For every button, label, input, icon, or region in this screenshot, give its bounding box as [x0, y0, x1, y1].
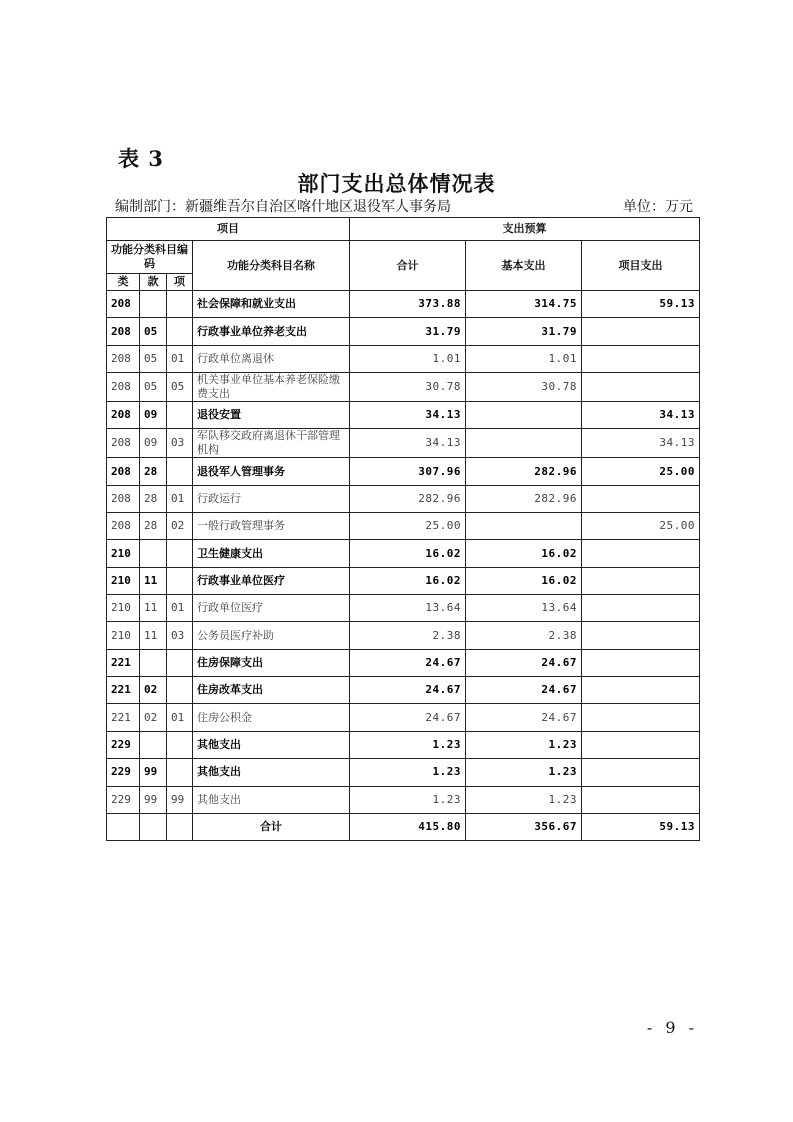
- xiang-header: 项: [167, 274, 193, 291]
- project-cell: 25.00: [582, 458, 700, 485]
- subject-name-cell: 一般行政管理事务: [193, 513, 350, 540]
- total-cell: 1.23: [350, 759, 466, 786]
- lei-cell: 208: [107, 429, 140, 458]
- table-row: [107, 540, 700, 567]
- kuan-cell: 28: [140, 485, 167, 512]
- subject-name-cell: 住房保障支出: [193, 649, 350, 676]
- kuan-cell: 05: [140, 373, 167, 402]
- project-cell: [582, 345, 700, 372]
- total-header: 合计: [350, 241, 466, 291]
- xiang-cell: [167, 677, 193, 704]
- lei-cell: 210: [107, 595, 140, 622]
- table-row: [107, 318, 700, 345]
- kuan-cell: 11: [140, 595, 167, 622]
- basic-cell: [466, 402, 582, 429]
- table-row: [107, 595, 700, 622]
- project-cell: 59.13: [582, 291, 700, 318]
- total-cell: 13.64: [350, 595, 466, 622]
- kuan-cell: 99: [140, 786, 167, 813]
- table-body: [107, 291, 700, 841]
- xiang-cell: 01: [167, 595, 193, 622]
- basic-cell: 13.64: [466, 595, 582, 622]
- document-title: 部门支出总体情况表: [297, 171, 496, 196]
- total-row-label: 合计: [193, 813, 350, 840]
- xiang-cell: 03: [167, 429, 193, 458]
- xiang-cell: [167, 649, 193, 676]
- lei-cell: 208: [107, 318, 140, 345]
- basic-cell: 24.67: [466, 649, 582, 676]
- empty-cell: [167, 813, 193, 840]
- table-row: [107, 704, 700, 731]
- basic-cell: 1.23: [466, 786, 582, 813]
- project-cell: [582, 373, 700, 402]
- project-cell: [582, 677, 700, 704]
- lei-cell: 221: [107, 649, 140, 676]
- kuan-cell: [140, 291, 167, 318]
- total-cell: 2.38: [350, 622, 466, 649]
- basic-cell: [466, 513, 582, 540]
- total-cell: 373.88: [350, 291, 466, 318]
- empty-cell: [107, 813, 140, 840]
- kuan-cell: 02: [140, 677, 167, 704]
- project-cell: 34.13: [582, 429, 700, 458]
- basic-cell: 24.67: [466, 704, 582, 731]
- kuan-cell: 11: [140, 622, 167, 649]
- kuan-cell: 05: [140, 318, 167, 345]
- lei-cell: 208: [107, 402, 140, 429]
- subject-name-cell: 其他支出: [193, 786, 350, 813]
- kuan-cell: 09: [140, 429, 167, 458]
- lei-cell: 208: [107, 373, 140, 402]
- table-row: [107, 429, 700, 458]
- basic-cell: 282.96: [466, 458, 582, 485]
- table-number-label: 表 3: [118, 146, 164, 171]
- total-cell: 307.96: [350, 458, 466, 485]
- project-cell: [582, 540, 700, 567]
- project-cell: [582, 622, 700, 649]
- xiang-cell: [167, 759, 193, 786]
- subject-name-cell: 住房公积金: [193, 704, 350, 731]
- xiang-cell: 99: [167, 786, 193, 813]
- lei-cell: 210: [107, 567, 140, 594]
- total-cell: 31.79: [350, 318, 466, 345]
- basic-cell: 1.01: [466, 345, 582, 372]
- total-cell: 34.13: [350, 402, 466, 429]
- basic-cell: 16.02: [466, 540, 582, 567]
- total-cell: 24.67: [350, 704, 466, 731]
- subject-name-cell: 卫生健康支出: [193, 540, 350, 567]
- total-cell: 34.13: [350, 429, 466, 458]
- xiang-cell: 01: [167, 345, 193, 372]
- kuan-cell: 28: [140, 458, 167, 485]
- kuan-cell: 05: [140, 345, 167, 372]
- kuan-cell: 28: [140, 513, 167, 540]
- total-cell: 16.02: [350, 540, 466, 567]
- project-cell: 34.13: [582, 402, 700, 429]
- org-unit-line: [115, 196, 693, 216]
- subject-name-cell: 退役军人管理事务: [193, 458, 350, 485]
- xiang-cell: 01: [167, 704, 193, 731]
- lei-cell: 208: [107, 291, 140, 318]
- xiang-cell: [167, 567, 193, 594]
- table-row: [107, 567, 700, 594]
- total-cell: 24.67: [350, 677, 466, 704]
- lei-cell: 208: [107, 458, 140, 485]
- basic-cell: 31.79: [466, 318, 582, 345]
- xiang-cell: [167, 458, 193, 485]
- xiang-cell: 05: [167, 373, 193, 402]
- basic-cell: 2.38: [466, 622, 582, 649]
- xiang-cell: [167, 731, 193, 758]
- table-row: [107, 402, 700, 429]
- xiang-cell: 01: [167, 485, 193, 512]
- table-row: [107, 485, 700, 512]
- table-row: [107, 622, 700, 649]
- project-cell: [582, 318, 700, 345]
- subject-name-cell: 其他支出: [193, 731, 350, 758]
- lei-cell: 208: [107, 345, 140, 372]
- project-cell: [582, 759, 700, 786]
- kuan-cell: 99: [140, 759, 167, 786]
- subject-name-cell: 机关事业单位基本养老保险缴费支出: [193, 373, 350, 402]
- subject-name-cell: 住房改革支出: [193, 677, 350, 704]
- page-number: - 9 -: [646, 1018, 698, 1037]
- lei-cell: 208: [107, 513, 140, 540]
- project-cell: [582, 485, 700, 512]
- lei-cell: 229: [107, 786, 140, 813]
- lei-cell: 229: [107, 759, 140, 786]
- project-cell: [582, 786, 700, 813]
- empty-cell: [140, 813, 167, 840]
- total-cell: 282.96: [350, 485, 466, 512]
- lei-cell: 221: [107, 704, 140, 731]
- project-cell: [582, 649, 700, 676]
- kuan-cell: 02: [140, 704, 167, 731]
- function-name-header: 功能分类科目名称: [193, 241, 350, 291]
- xiang-cell: [167, 318, 193, 345]
- function-code-header: 功能分类科目编码: [107, 241, 193, 274]
- lei-cell: 229: [107, 731, 140, 758]
- basic-expenditure-header: 基本支出: [466, 241, 582, 291]
- table-row: [107, 649, 700, 676]
- basic-cell: 282.96: [466, 485, 582, 512]
- budget-header: 支出预算: [350, 218, 700, 241]
- table-row: [107, 345, 700, 372]
- xiang-cell: [167, 291, 193, 318]
- table-row: [107, 786, 700, 813]
- basic-cell: 16.02: [466, 567, 582, 594]
- subject-name-cell: 行政事业单位养老支出: [193, 318, 350, 345]
- total-cell: 24.67: [350, 649, 466, 676]
- subject-name-cell: 公务员医疗补助: [193, 622, 350, 649]
- xiang-cell: 03: [167, 622, 193, 649]
- kuan-cell: 09: [140, 402, 167, 429]
- project-expenditure-header: 项目支出: [582, 241, 700, 291]
- project-cell: [582, 704, 700, 731]
- table-row: [107, 291, 700, 318]
- project-cell: [582, 731, 700, 758]
- subject-name-cell: 行政单位离退休: [193, 345, 350, 372]
- lei-header: 类: [107, 274, 140, 291]
- total-cell: 1.23: [350, 731, 466, 758]
- kuan-cell: 11: [140, 567, 167, 594]
- subject-name-cell: 行政运行: [193, 485, 350, 512]
- xiang-cell: [167, 540, 193, 567]
- project-header: 项目: [107, 218, 350, 241]
- basic-cell: 314.75: [466, 291, 582, 318]
- table-row: [107, 731, 700, 758]
- total-cell: 1.01: [350, 345, 466, 372]
- basic-cell: [466, 429, 582, 458]
- lei-cell: 221: [107, 677, 140, 704]
- grand-total-cell: 415.80: [350, 813, 466, 840]
- xiang-cell: 02: [167, 513, 193, 540]
- project-cell: [582, 595, 700, 622]
- kuan-cell: [140, 731, 167, 758]
- lei-cell: 208: [107, 485, 140, 512]
- table-row: [107, 458, 700, 485]
- kuan-header: 款: [140, 274, 167, 291]
- basic-cell: 30.78: [466, 373, 582, 402]
- compiling-department: 编制部门：新疆维吾尔自治区喀什地区退役军人事务局: [115, 199, 451, 215]
- basic-cell: 1.23: [466, 731, 582, 758]
- expenditure-table: [106, 217, 700, 841]
- grand-basic-cell: 356.67: [466, 813, 582, 840]
- lei-cell: 210: [107, 540, 140, 567]
- kuan-cell: [140, 540, 167, 567]
- unit-label: 单位：万元: [623, 199, 693, 215]
- kuan-cell: [140, 649, 167, 676]
- grand-project-cell: 59.13: [582, 813, 700, 840]
- project-cell: [582, 567, 700, 594]
- lei-cell: 210: [107, 622, 140, 649]
- total-row: [107, 813, 700, 840]
- total-cell: 16.02: [350, 567, 466, 594]
- subject-name-cell: 行政事业单位医疗: [193, 567, 350, 594]
- table-row: [107, 677, 700, 704]
- xiang-cell: [167, 402, 193, 429]
- basic-cell: 1.23: [466, 759, 582, 786]
- subject-name-cell: 社会保障和就业支出: [193, 291, 350, 318]
- table-row: [107, 759, 700, 786]
- subject-name-cell: 军队移交政府离退休干部管理机构: [193, 429, 350, 458]
- project-cell: 25.00: [582, 513, 700, 540]
- subject-name-cell: 退役安置: [193, 402, 350, 429]
- basic-cell: 24.67: [466, 677, 582, 704]
- total-cell: 30.78: [350, 373, 466, 402]
- subject-name-cell: 其他支出: [193, 759, 350, 786]
- subject-name-cell: 行政单位医疗: [193, 595, 350, 622]
- table-row: [107, 373, 700, 402]
- table-row: [107, 513, 700, 540]
- total-cell: 25.00: [350, 513, 466, 540]
- total-cell: 1.23: [350, 786, 466, 813]
